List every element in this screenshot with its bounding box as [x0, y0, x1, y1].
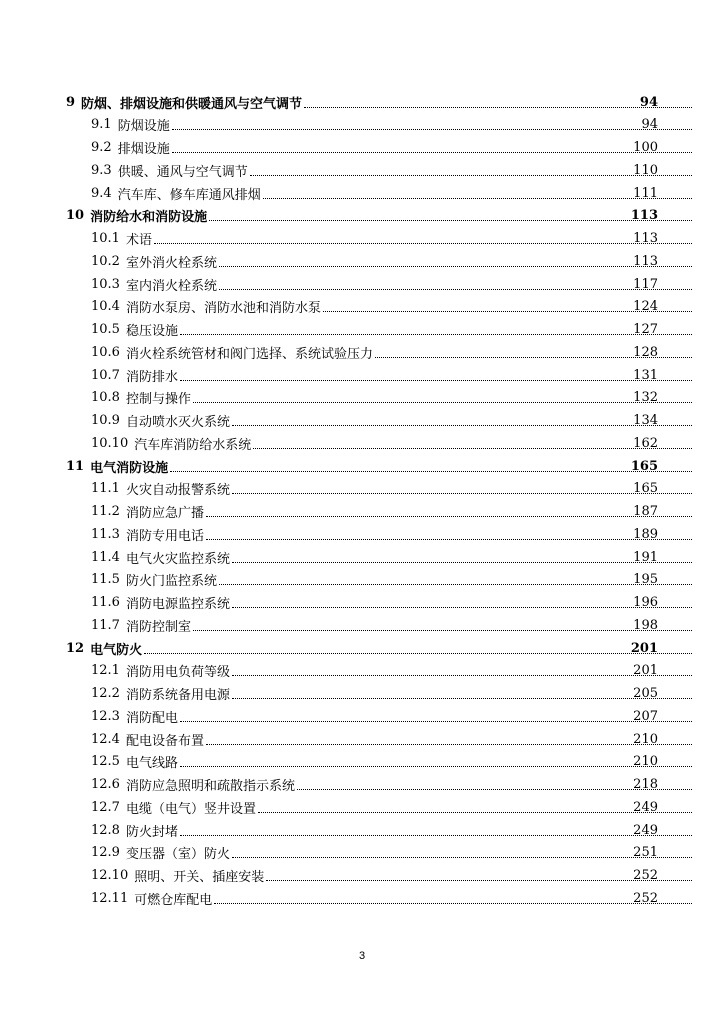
toc-entry-title: 电气线路: [125, 756, 178, 772]
toc-entry-number: 11.2: [91, 504, 120, 519]
toc-entry-number: 12.4: [91, 731, 120, 747]
toc-entry-number: 10.4: [91, 299, 120, 315]
toc-entry-number: 9.1: [91, 117, 112, 133]
toc-entry-number: 12.9: [91, 845, 120, 861]
toc-dot-leader: [193, 402, 692, 403]
toc-page-number: 201: [633, 663, 658, 679]
toc-entry-number: 10.5: [91, 322, 120, 337]
toc-chapter-entry[interactable]: [0, 91, 724, 113]
toc-entry-title: 消防应急照明和疏散指示系统: [125, 779, 295, 794]
toc-dot-leader: [232, 698, 692, 699]
toc-section-entry[interactable]: [0, 728, 724, 750]
toc-entry-number: 12.2: [91, 686, 120, 701]
toc-page-number: 94: [641, 117, 658, 133]
toc-dot-leader: [258, 812, 692, 813]
toc-page-number: 191: [633, 549, 658, 565]
toc-entry-title: 汽车库、修车库通风排烟: [117, 187, 261, 203]
toc-section-entry[interactable]: [0, 865, 724, 887]
toc-section-entry[interactable]: [0, 774, 724, 796]
toc-entry-title: 消防控制室: [125, 619, 191, 635]
toc-dot-leader: [304, 107, 692, 108]
toc-entry-title: 术语: [125, 233, 152, 248]
toc-dot-leader: [193, 630, 692, 631]
toc-entry-number: 10.3: [91, 276, 120, 292]
toc-page-number: 128: [633, 344, 658, 360]
toc-dot-leader: [209, 220, 692, 221]
toc-dot-leader: [154, 243, 692, 244]
toc-dot-leader: [172, 129, 692, 130]
toc-page-number: 252: [633, 890, 658, 906]
toc-section-entry[interactable]: [0, 341, 724, 363]
toc-page-number: 189: [633, 526, 658, 542]
toc-dot-leader: [219, 584, 692, 585]
toc-page-number: 113: [633, 253, 658, 269]
toc-entry-number: 12.7: [91, 799, 120, 815]
toc-page-number: 218: [633, 777, 658, 792]
toc-section-entry[interactable]: [0, 523, 724, 545]
toc-entry-title: 电气消防设施: [90, 460, 169, 476]
toc-section-entry[interactable]: [0, 137, 724, 159]
toc-entry-title: 消防水泵房、消防水池和消防水泵: [125, 301, 321, 317]
toc-section-entry[interactable]: [0, 432, 724, 454]
toc-section-entry[interactable]: [0, 660, 724, 682]
toc-section-entry[interactable]: [0, 819, 724, 841]
toc-entry-title: 室内消火栓系统: [125, 278, 217, 294]
toc-page-number: 131: [633, 367, 658, 383]
toc-section-entry[interactable]: [0, 478, 724, 500]
toc-page-number: 165: [633, 481, 658, 497]
toc-dot-leader: [219, 266, 692, 267]
toc-entry-number: 12.10: [91, 868, 129, 883]
toc-entry-title: 照明、开关、插座安装: [134, 870, 265, 885]
toc-entry-title: 电气防火: [90, 642, 143, 658]
toc-dot-leader: [180, 721, 692, 722]
toc-entry-number: 11.6: [91, 595, 120, 610]
toc-entry-title: 消防应急广播: [125, 506, 204, 521]
toc-section-entry[interactable]: [0, 319, 724, 341]
toc-section-entry[interactable]: [0, 387, 724, 409]
toc-dot-leader: [180, 835, 692, 836]
toc-page-number: 162: [633, 435, 658, 451]
toc-chapter-entry[interactable]: [0, 205, 724, 227]
toc-dot-leader: [253, 448, 692, 449]
toc-entry-number: 10.10: [91, 435, 129, 451]
toc-entry-title: 配电设备布置: [125, 733, 204, 749]
toc-dot-leader: [266, 880, 692, 881]
toc-dot-leader: [180, 766, 692, 767]
toc-entry-number: 10: [66, 208, 85, 224]
toc-section-entry[interactable]: [0, 273, 724, 295]
toc-entry-number: 10.9: [91, 413, 120, 428]
toc-entry-number: 12.3: [91, 708, 120, 724]
toc-entry-number: 10.6: [91, 344, 120, 360]
toc-entry-title: 消防电源监控系统: [125, 597, 230, 612]
toc-entry-number: 11.7: [91, 617, 120, 633]
toc-page-number: 196: [633, 595, 658, 610]
toc-page-number: 127: [633, 322, 658, 337]
toc-page-number: 100: [633, 140, 658, 155]
toc-entry-number: 9.3: [91, 162, 112, 178]
toc-entry-title: 可燃仓库配电: [134, 892, 213, 908]
toc-entry-title: 火灾自动报警系统: [125, 483, 230, 499]
toc-dot-leader: [214, 903, 692, 904]
toc-entry-title: 防烟设施: [117, 119, 170, 135]
page-number: 3: [358, 950, 366, 962]
toc-entry-title: 消火栓系统管材和阀门选择、系统试验压力: [125, 346, 373, 362]
toc-page-number: 198: [633, 617, 658, 633]
toc-entry-title: 供暖、通风与空气调节: [117, 164, 248, 180]
toc-section-entry[interactable]: [0, 364, 724, 386]
toc-entry-number: 12.8: [91, 822, 120, 838]
toc-section-entry[interactable]: [0, 114, 724, 136]
toc-dot-leader: [232, 562, 692, 563]
toc-entry-title: 消防排水: [125, 369, 178, 385]
toc-section-entry[interactable]: [0, 592, 724, 614]
toc-entry-number: 9.2: [91, 140, 112, 155]
toc-page-number: 251: [633, 845, 658, 861]
toc-dot-leader: [170, 471, 692, 472]
toc-section-entry[interactable]: [0, 683, 724, 705]
toc-entry-number: 11.3: [91, 526, 120, 542]
toc-entry-number: 9: [66, 94, 76, 110]
toc-dot-leader: [232, 607, 692, 608]
toc-dot-leader: [180, 380, 692, 381]
toc-entry-number: 11.1: [91, 481, 120, 497]
toc-section-entry[interactable]: [0, 159, 724, 181]
toc-entry-title: 消防专用电话: [125, 528, 204, 544]
toc-page-number: 210: [633, 754, 658, 770]
toc-page-number: 132: [633, 390, 658, 406]
toc-section-entry[interactable]: [0, 705, 724, 727]
toc-dot-leader: [219, 289, 692, 290]
toc-page-number: 113: [630, 208, 658, 224]
toc-dot-leader: [206, 744, 692, 745]
toc-entry-number: 10.8: [91, 390, 120, 406]
toc-dot-leader: [250, 175, 692, 176]
toc-section-entry[interactable]: [0, 842, 724, 864]
toc-section-entry[interactable]: [0, 296, 724, 318]
toc-section-entry[interactable]: [0, 410, 724, 432]
toc-page-number: 110: [633, 162, 658, 178]
toc-entry-title: 电气火灾监控系统: [125, 551, 230, 567]
toc-page-number: 207: [633, 708, 658, 724]
toc-entry-number: 10.2: [91, 253, 120, 269]
toc-dot-leader: [232, 675, 692, 676]
toc-section-entry[interactable]: [0, 228, 724, 250]
toc-page-number: 117: [633, 276, 658, 292]
toc-entry-number: 11.4: [91, 549, 120, 565]
toc-section-entry[interactable]: [0, 614, 724, 636]
toc-entry-number: 12.5: [91, 754, 120, 770]
toc-dot-leader: [232, 857, 692, 858]
toc-entry-title: 变压器（室）防火: [125, 847, 230, 863]
toc-entry-number: 11.5: [91, 572, 120, 588]
toc-dot-leader: [206, 539, 692, 540]
toc-entry-number: 9.4: [91, 185, 112, 201]
toc-page-number: 249: [633, 799, 658, 815]
toc-page-number: 201: [630, 640, 658, 656]
toc-page-number: 187: [633, 504, 658, 519]
toc-section-entry[interactable]: [0, 887, 724, 909]
toc-entry-title: 消防系统备用电源: [125, 688, 230, 703]
toc-entry-title: 防火封堵: [125, 824, 178, 840]
toc-entry-title: 自动喷水灭火系统: [125, 415, 230, 430]
toc-section-entry[interactable]: [0, 751, 724, 773]
toc-dot-leader: [263, 198, 692, 199]
toc-entry-title: 消防给水和消防设施: [90, 210, 208, 226]
toc-entry-number: 12.11: [91, 890, 129, 906]
toc-page-number: 205: [633, 686, 658, 701]
toc-section-entry[interactable]: [0, 546, 724, 568]
toc-dot-leader: [232, 425, 692, 426]
toc-entry-title: 汽车库消防给水系统: [134, 437, 252, 453]
toc-entry-number: 12.6: [91, 777, 120, 792]
toc-page-number: 113: [633, 231, 658, 246]
toc-page-number: 249: [633, 822, 658, 838]
toc-entry-title: 控制与操作: [125, 392, 191, 408]
toc-dot-leader: [180, 334, 692, 335]
toc-section-entry[interactable]: [0, 501, 724, 523]
toc-entry-title: 消防用电负荷等级: [125, 665, 230, 681]
toc-entry-title: 防烟、排烟设施和供暖通风与空气调节: [81, 96, 303, 112]
toc-entry-title: 稳压设施: [125, 324, 178, 339]
toc-page-number: 94: [639, 94, 658, 110]
toc-page-number: 252: [633, 868, 658, 883]
toc-dot-leader: [206, 516, 692, 517]
toc-entry-number: 10.1: [91, 231, 120, 246]
toc-dot-leader: [144, 653, 692, 654]
toc-entry-number: 11: [66, 458, 85, 474]
toc-page-number: 124: [633, 299, 658, 315]
toc-page-number: 111: [633, 185, 658, 201]
toc-page-number: 195: [633, 572, 658, 588]
toc-chapter-entry[interactable]: [0, 455, 724, 477]
toc-dot-leader: [172, 152, 692, 153]
toc-page-number: 210: [633, 731, 658, 747]
toc-entry-number: 12: [66, 640, 85, 656]
toc-entry-title: 防火门监控系统: [125, 574, 217, 590]
toc-page-number: 165: [630, 458, 658, 474]
toc-entry-title: 电缆（电气）竖井设置: [125, 801, 256, 817]
toc-entry-title: 消防配电: [125, 710, 178, 726]
toc-entry-number: 10.7: [91, 367, 120, 383]
toc-page-number: 134: [633, 413, 658, 428]
toc-entry-title: 排烟设施: [117, 142, 170, 157]
toc-entry-title: 室外消火栓系统: [125, 255, 217, 271]
toc-section-entry[interactable]: [0, 569, 724, 591]
toc-dot-leader: [232, 493, 692, 494]
toc-section-entry[interactable]: [0, 182, 724, 204]
toc-section-entry[interactable]: [0, 250, 724, 272]
toc-section-entry[interactable]: [0, 796, 724, 818]
toc-chapter-entry[interactable]: [0, 637, 724, 659]
toc-entry-number: 12.1: [91, 663, 120, 679]
